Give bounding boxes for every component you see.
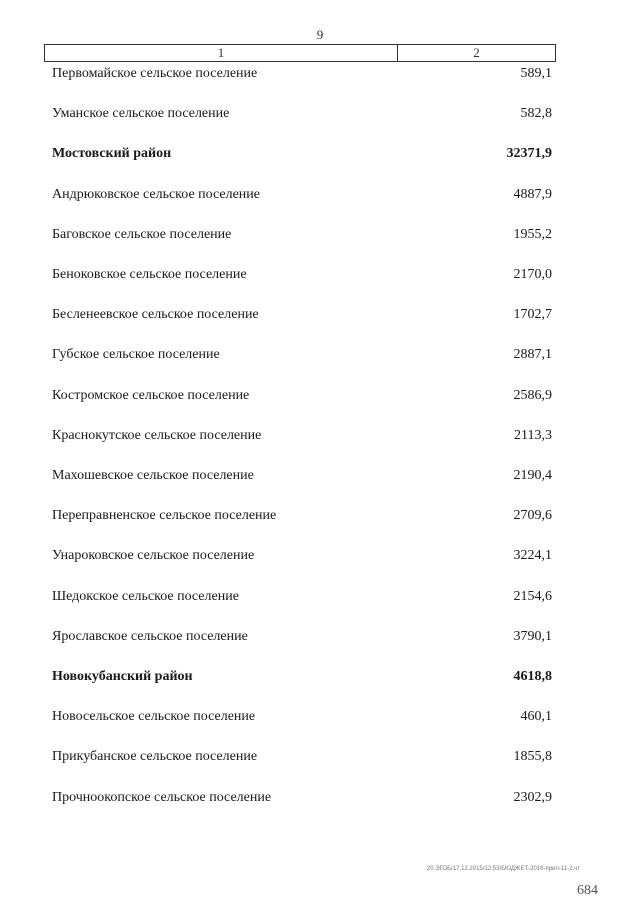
table-row xyxy=(0,425,640,447)
row-value: 4618,8 xyxy=(513,669,552,684)
row-value: 1702,7 xyxy=(513,307,552,323)
corner-page-number: 684 xyxy=(577,883,598,898)
table-row xyxy=(0,586,640,608)
row-name: Новокубанский район xyxy=(52,669,193,684)
row-value: 1955,2 xyxy=(513,226,552,242)
district-row xyxy=(0,666,640,688)
row-value: 2709,6 xyxy=(513,508,552,524)
table-row xyxy=(0,545,640,567)
table-row xyxy=(0,746,640,768)
row-name: Прикубанское сельское поселение xyxy=(52,749,258,765)
footer-file-note: 20.ЭГОБ/17.12.2015/12:53/БЮДЖЕТ-2016-прил-11-2.чт xyxy=(426,866,580,872)
row-name: Андрюковское сельское поселение xyxy=(52,186,260,202)
table-row xyxy=(0,63,640,85)
row-name: Уманское сельское поселение xyxy=(52,106,230,122)
table-row xyxy=(0,264,640,286)
row-name: Беноковское сельское поселение xyxy=(52,267,247,282)
column-header-2: 2 xyxy=(473,45,480,60)
row-value: 582,8 xyxy=(520,106,552,122)
row-name: Шедокское сельское поселение xyxy=(52,588,239,604)
table-row xyxy=(0,385,640,407)
column-header-1: 1 xyxy=(45,45,398,61)
table-row xyxy=(0,787,640,809)
row-value: 3224,1 xyxy=(513,548,552,564)
row-value: 2302,9 xyxy=(513,789,552,805)
row-name: Бесленеевское сельское поселение xyxy=(52,307,259,323)
row-name: Унароковское сельское поселение xyxy=(52,548,255,564)
column-header-row xyxy=(44,44,556,62)
row-value: 2170,0 xyxy=(513,267,552,282)
row-value: 2113,3 xyxy=(514,427,552,443)
row-value: 2586,9 xyxy=(513,387,552,403)
row-name: Краснокутское сельское поселение xyxy=(52,427,262,443)
row-value: 2190,4 xyxy=(513,468,552,483)
table-row xyxy=(0,344,640,366)
row-name: Губское сельское поселение xyxy=(52,347,220,363)
row-name: Прочноокопское сельское поселение xyxy=(52,789,272,805)
row-value: 1855,8 xyxy=(513,749,552,765)
page-number: 9 xyxy=(316,27,324,42)
row-value: 2887,1 xyxy=(513,347,552,363)
row-name: Ярославское сельское поселение xyxy=(52,628,248,644)
row-value: 460,1 xyxy=(520,709,552,725)
row-name: Костромское сельское поселение xyxy=(52,387,250,403)
table-row xyxy=(0,706,640,728)
row-value: 32371,9 xyxy=(506,146,552,162)
row-name: Мостовский район xyxy=(52,146,172,162)
row-value: 589,1 xyxy=(520,66,552,81)
table-row xyxy=(0,626,640,648)
table-row xyxy=(0,505,640,527)
row-name: Переправненское сельское поселение xyxy=(52,508,277,524)
table-row xyxy=(0,103,640,125)
row-name: Новосельское сельское поселение xyxy=(52,709,256,725)
row-name: Первомайское сельское поселение xyxy=(52,66,258,81)
row-value: 4887,9 xyxy=(513,186,552,202)
table-row xyxy=(0,465,640,487)
table-row xyxy=(0,304,640,326)
row-name: Махошевское сельское поселение xyxy=(52,468,254,483)
row-name: Баговское сельское поселение xyxy=(52,226,232,242)
table-row xyxy=(0,184,640,206)
district-row xyxy=(0,143,640,165)
row-value: 3790,1 xyxy=(513,628,552,644)
row-value: 2154,6 xyxy=(513,588,552,604)
table-row xyxy=(0,224,640,246)
